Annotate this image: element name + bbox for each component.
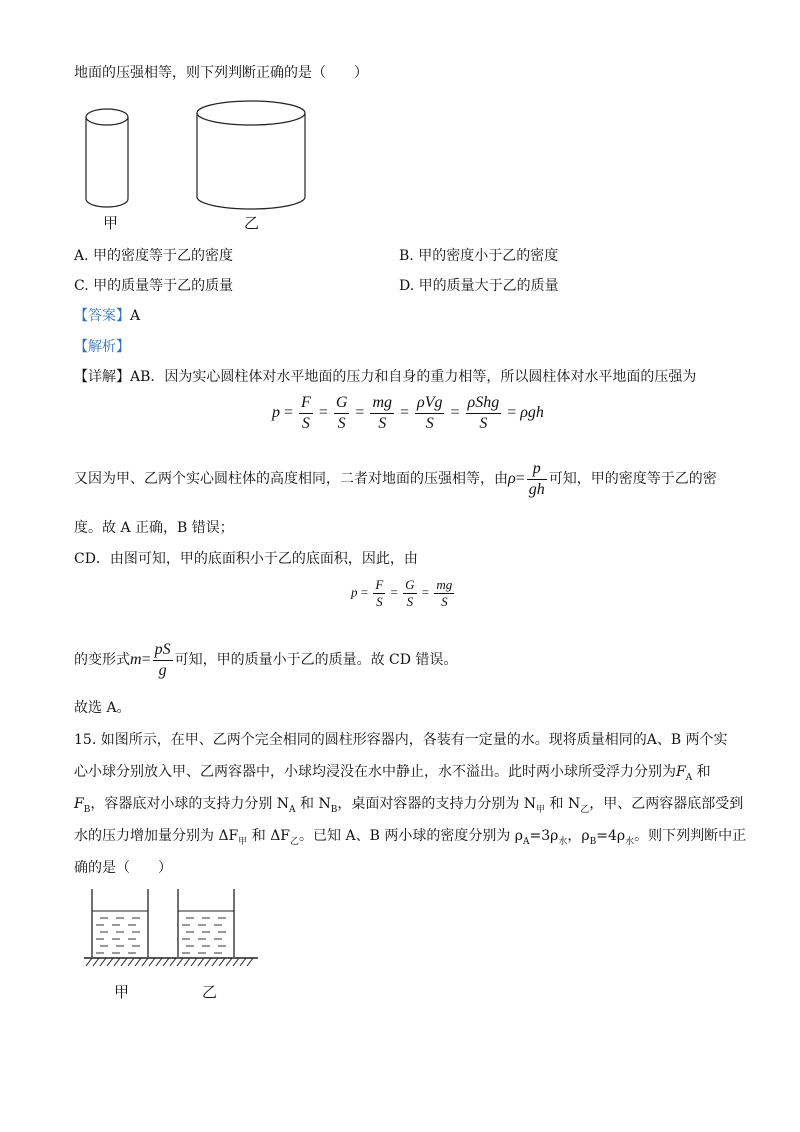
f1-frac-1: $\frac{G}{S}$ xyxy=(335,394,348,432)
detail-text-1: AB．因为实心圆柱体对水平地面的压力和自身的重力相等，所以圆柱体对水平地面的压强为 xyxy=(130,369,697,385)
f1-rhs: ρgh xyxy=(520,404,544,422)
q15-line-2: 心小球分别放入甲、乙两容器中，小球均浸没在水中静止，水不溢出。此时两小球所受浮力分别为$F_A$ 和 xyxy=(74,764,711,783)
q15-line-3: $F_B$，容器底对小球的支持力分别 $N_A$ 和 $N_B$，桌面对容器的支持力分别为 $N_甲$ 和 $N_乙$，甲、乙两容器底部受到 xyxy=(74,796,744,815)
analysis-tag: 【解析】 xyxy=(74,339,130,355)
formula-pressure-short: p = $\frac{F}{S}$ = $\frac{G}{S}$ = $\frac{mg}{S}$ xyxy=(351,577,453,609)
f1-lhs: p xyxy=(272,404,280,422)
cylinders-figure xyxy=(70,95,330,215)
f1-frac-4: $\frac{\text{ρShg}}{S}$ xyxy=(467,394,500,432)
f1-frac-0: $\frac{F}{S}$ xyxy=(301,394,311,432)
table-surface xyxy=(84,958,258,966)
label-jia: 甲 xyxy=(103,214,119,232)
cylinder-jia xyxy=(86,109,128,207)
detail-text-5a: 的变形式 xyxy=(74,652,130,668)
option-b: B. 甲的密度小于乙的密度 xyxy=(399,248,559,264)
label-yi: 乙 xyxy=(244,214,260,232)
detail-tag: 【详解】 xyxy=(74,369,130,385)
f2-frac-1: $\frac{G}{S}$ xyxy=(405,577,415,609)
inline-rho-formula: ρ= $\frac{p}{gh}$ xyxy=(508,459,545,498)
option-c: C. 甲的质量等于乙的质量 xyxy=(74,278,234,294)
q15-line-1: 15. 如图所示，在甲、乙两个完全相同的圆柱形容器内，各装有一定量的水。现将质量相同的A、B 两个实 xyxy=(74,732,728,748)
option-a: A. 甲的密度等于乙的密度 xyxy=(74,248,234,264)
detail-line-4: CD．由图可知，甲的底面积小于乙的底面积，因此，由 xyxy=(74,551,418,567)
detail-line-3: 度。故 A 正确，B 错误； xyxy=(74,520,234,536)
container-jia xyxy=(92,889,148,957)
detail-line-5 xyxy=(74,637,457,683)
answer-value: A xyxy=(130,308,141,324)
analysis-line xyxy=(74,337,130,357)
answer-line xyxy=(74,306,140,326)
container-yi xyxy=(178,889,234,957)
answer-tag: 【答案】 xyxy=(74,308,130,324)
detail-line-2 xyxy=(74,456,717,502)
f1-frac-3: $\frac{\text{ρVg}}{S}$ xyxy=(417,394,443,432)
detail-text-5b: 可知，甲的质量小于乙的质量。故 CD 错误。 xyxy=(174,652,458,668)
inline-m-formula: m= $\frac{pS}{g}$ xyxy=(130,640,171,679)
f1-frac-2: $\frac{mg}{S}$ xyxy=(372,394,392,432)
detail-line-1 xyxy=(74,367,696,387)
q14-stem: 地面的压强相等，则下列判断正确的是（ ） xyxy=(74,65,368,81)
containers-figure xyxy=(80,885,270,970)
q15-line-5: 确的是（ ） xyxy=(74,860,172,876)
conclusion: 故选 A。 xyxy=(74,700,131,716)
f2-frac-0: $\frac{F}{S}$ xyxy=(375,577,384,609)
detail-text-2a: 又因为甲、乙两个实心圆柱体的高度相同，二者对地面的压强相等，由 xyxy=(74,471,508,487)
q15-label-jia: 甲 xyxy=(114,983,130,1001)
f2-frac-2: $\frac{mg}{S}$ xyxy=(436,577,453,609)
cylinder-yi xyxy=(197,101,305,209)
detail-text-2b: 可知，甲的密度等于乙的密 xyxy=(548,471,717,487)
q15-label-yi: 乙 xyxy=(202,983,218,1001)
formula-pressure-full: p = $\frac{F}{S}$ = $\frac{G}{S}$ = $\frac{mg}{S}$ = $\frac{\text{ρVg}}{S}$ = $\frac{\text{ρShg}}{S}$ = ρgh xyxy=(272,394,544,432)
option-d: D. 甲的质量大于乙的质量 xyxy=(399,278,559,294)
q15-line-4: 水的压力增加量分别为 $\Delta F_甲$ 和 $\Delta F_乙$。已知 A、B 两小球的密度分别为 $\rho_A=3\rho_水$，$\rho_B=4\rho_水$。则下列判断中正 xyxy=(74,828,747,847)
